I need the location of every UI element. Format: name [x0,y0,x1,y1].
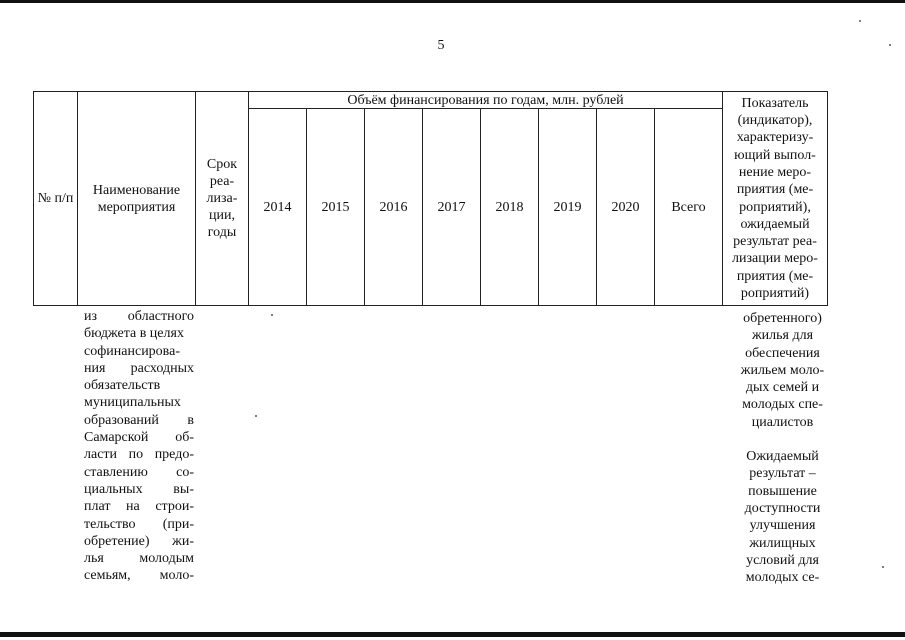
name-line: плат на строи- [84,499,194,515]
expected-result-line: молодых се- [745,570,820,586]
name-line: лья молодым [84,551,194,567]
name-line: обретение) жи- [84,533,194,549]
indicator-line: обретенного) [743,311,822,326]
scan-speck [255,415,257,417]
name-line: циальных вы- [84,481,194,497]
header-year-2016: 2016 [365,109,423,306]
measure-name-continuation [84,308,194,585]
name-line: семьям, моло- [84,568,194,584]
name-line: ния расходных [84,360,194,376]
name-line: из областного [84,309,194,324]
paragraph-gap [730,431,835,448]
scan-speck [882,566,884,568]
indicator-line: циалистов [751,414,814,430]
header-name: Наименование мероприятия [78,92,196,306]
top-border-line [0,0,905,3]
header-year-2014: 2014 [249,109,307,306]
header-year-2019: 2019 [539,109,597,306]
scan-speck [271,314,273,316]
name-line: ставлению со- [84,464,194,480]
page-number: 5 [437,38,445,53]
indicator-line: жильем моло- [740,362,825,378]
name-line: софинансирова- [84,343,180,359]
indicator-line: молодых спе- [742,397,823,413]
expected-result-line: доступности [744,500,821,516]
name-line: Самарской об- [84,430,194,446]
header-year-2018: 2018 [481,109,539,306]
scan-speck [859,20,861,22]
expected-result-line: повышение [748,483,817,499]
indicator-line: дых семей и [745,380,820,396]
name-line: тельство (при- [84,516,194,532]
indicator-line: жилья для [751,328,814,344]
expected-result-line: Ожидаемый [746,449,819,465]
header-num: № п/п [34,92,78,306]
indicator-continuation [730,310,835,586]
indicator-line: обеспечения [745,345,820,361]
funding-table [33,91,828,306]
header-year-2017: 2017 [423,109,481,306]
header-term: Срок реа-лиза-ции, годы [196,92,249,306]
expected-result-line: улучшения [749,518,816,534]
header-funding: Объём финансирования по годам, млн. рублей [249,92,723,109]
scan-speck [889,44,891,46]
name-line: муниципальных [84,395,181,411]
name-line: ласти по предо- [84,447,194,463]
name-line: обязательств [84,378,161,394]
expected-result-line: результат – [749,466,816,482]
header-indicator: Показатель (индикатор), характеризу-ющий выпол-нение меро-приятия (ме-роприятий), ожидаемый результат реа-лизации меро-приятия (ме-роприятий) [723,92,828,306]
expected-result-line: условий для [746,552,819,568]
expected-result-line: жилищных [749,535,816,551]
header-year-2015: 2015 [307,109,365,306]
header-total: Всего [655,109,723,306]
name-line: бюджета в целях [84,326,184,342]
name-line: образований в [84,412,194,428]
header-year-2020: 2020 [597,109,655,306]
bottom-border-line [0,632,905,637]
